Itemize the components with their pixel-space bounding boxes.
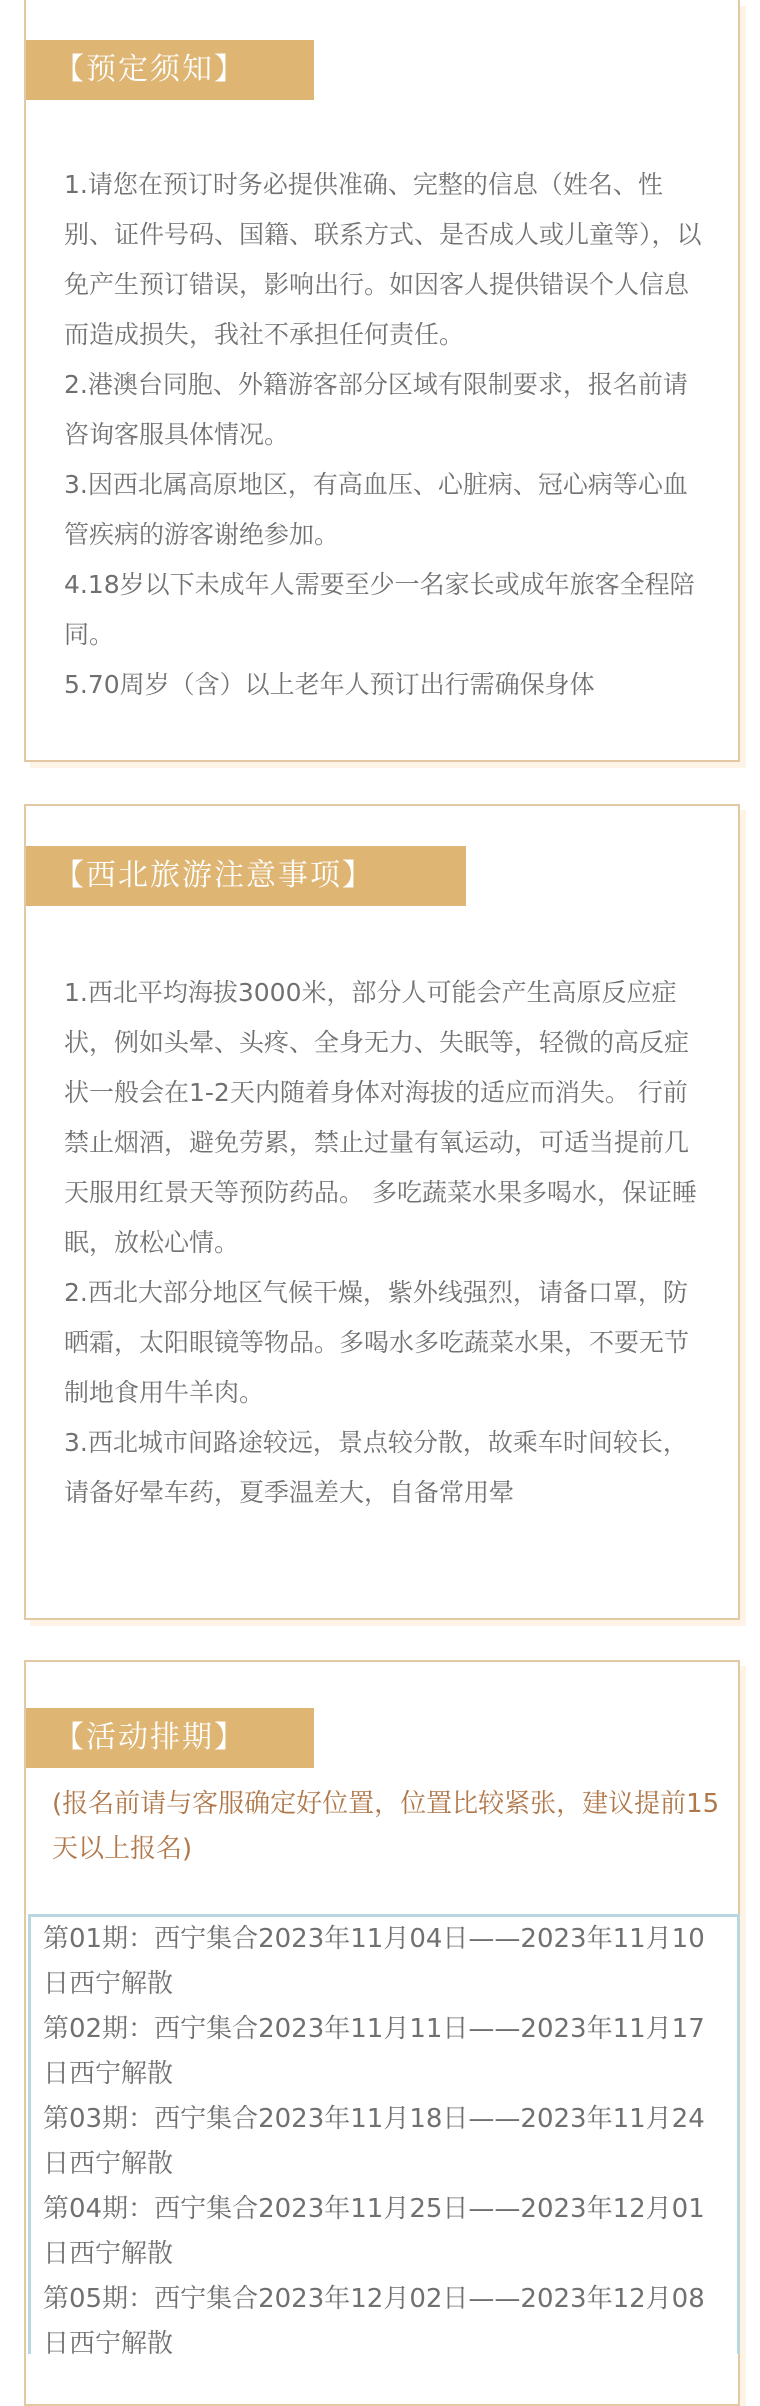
- booking-notice-body: [64, 160, 704, 752]
- booking-notice-item: 2.港澳台同胞、外籍游客部分区域有限制要求，报名前请咨询客服具体情况。: [64, 370, 688, 449]
- northwest-notes-item: 3.西北城市间路途较远，景点较分散，故乘车时间较长，请备好晕车药，夏季温差大，自备常用晕: [64, 1428, 688, 1507]
- schedule-period: 第03期：西宁集合2023年11月18日——2023年11月24日西宁解散: [43, 2104, 705, 2179]
- schedule-card: [24, 1660, 740, 2406]
- northwest-notes-body: [64, 968, 704, 1574]
- booking-notice-item: 1.请您在预订时务必提供准确、完整的信息（姓名、性别、证件号码、国籍、联系方式、是否成人或儿童等），以免产生预订错误，影响出行。如因客人提供错误个人信息而造成损失，我社不承担任何责任。: [64, 170, 702, 349]
- schedule-period: 第01期：西宁集合2023年11月04日——2023年11月10日西宁解散: [43, 1924, 705, 1999]
- schedule-title: 【活动排期】: [26, 1708, 314, 1768]
- schedule-period: 第05期：西宁集合2023年12月02日——2023年12月08日西宁解散: [43, 2284, 705, 2354]
- schedule-period: 第02期：西宁集合2023年11月11日——2023年11月17日西宁解散: [43, 2014, 705, 2089]
- booking-notice-title: 【预定须知】: [26, 40, 314, 100]
- booking-notice-item: 5.70周岁（含）以上老年人预订出行需确保身体: [64, 670, 595, 699]
- schedule-notice: (报名前请与客服确定好位置，位置比较紧张，建议提前15天以上报名): [52, 1789, 720, 1864]
- northwest-notes-item: 1.西北平均海拔3000米，部分人可能会产生高原反应症状，例如头晕、头疼、全身无力、失眠等，轻微的高反症状一般会在1-2天内随着身体对海拔的适应而消失。 行前禁止烟酒，避免劳累，禁止过量有氧运动，可适当提前几天服用红景天等预防药品。 多吃蔬菜水果多喝水，保证睡眠，放松心情。: [64, 978, 697, 1257]
- booking-notice-card: [24, 0, 740, 762]
- schedule-period: 第04期：西宁集合2023年11月25日——2023年12月01日西宁解散: [43, 2194, 705, 2269]
- northwest-notes-title: 【西北旅游注意事项】: [26, 846, 466, 906]
- northwest-notes-card: [24, 804, 740, 1620]
- schedule-list: [28, 1914, 740, 2354]
- northwest-notes-item: 2.西北大部分地区气候干燥，紫外线强烈，请备口罩，防晒霜，太阳眼镜等物品。多喝水多吃蔬菜水果，不要无节制地食用牛羊肉。: [64, 1278, 690, 1407]
- booking-notice-item: 3.因西北属高原地区，有高血压、心脏病、冠心病等心血管疾病的游客谢绝参加。: [64, 470, 688, 549]
- booking-notice-item: 4.18岁以下未成年人需要至少一名家长或成年旅客全程陪同。: [64, 570, 695, 649]
